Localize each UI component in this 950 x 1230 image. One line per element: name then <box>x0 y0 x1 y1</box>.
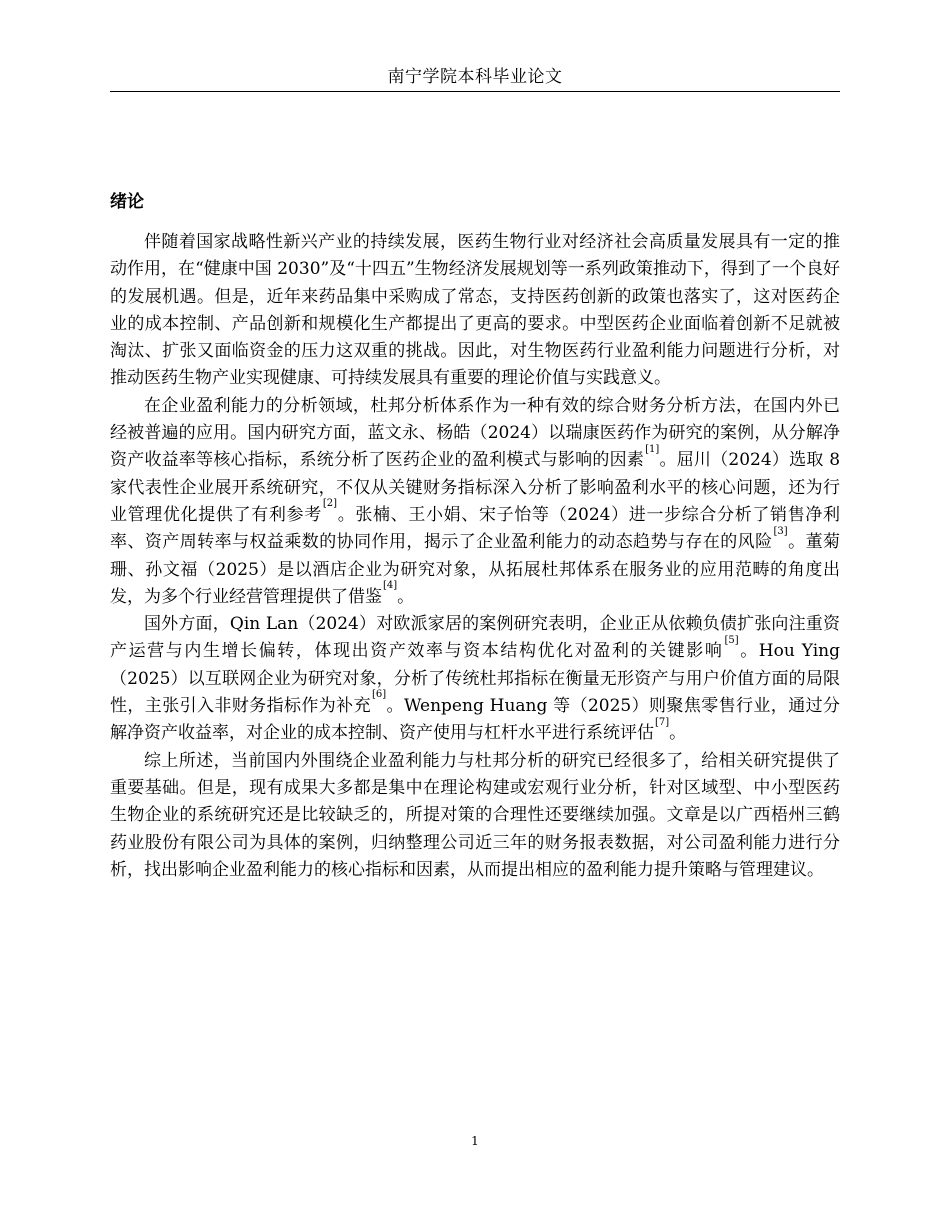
paragraph-text: 在企业盈利能力的分析领域，杜邦分析体系作为一种有效的综合财务分析方法，在国内外已经被普遍的应用。国内研究方面，蓝文永、杨皓（2024）以瑞康医药作为研究的案例，从分解净资产收益率等核心指标，系统分析了医药企业的盈利模式与影响的因素 <box>110 395 840 471</box>
paragraph-text: 。 <box>397 586 415 607</box>
paragraph-text: 。张楠、王小娟、宋子怡等（2024）进一步综合分析了销售净利率、资产周转率与权益乘数的协同作用，揭示了企业盈利能力的动态趋势与存在的风险 <box>110 504 841 553</box>
paragraph-text: 。Wenpeng Huang 等（2025）则聚焦零售行业，通过分解净资产收益率，对企业的成本控制、资产使用与杠杆水平进行系统评估 <box>110 696 841 744</box>
paragraph-3 <box>110 611 840 747</box>
paragraph-2 <box>110 393 840 611</box>
citation-2: [2] <box>322 498 338 510</box>
citation-6: [6] <box>371 689 387 701</box>
citation-3: [3] <box>773 525 788 537</box>
paragraph-text: 伴随着国家战略性新兴产业的持续发展，医药生物行业对经济社会高质量发展具有一定的推动作用，在“健康中国 2030”及“十四五”生物经济发展规划等一系列政策推动下，得到了一个良好的发展机遇。但是，近年来药品集中采购成了常态，支持医药创新的政策也落实了，这对医药企业的成本控制、产品创新和规模化生产都提出了更高的要求。中型医药企业面临着创新不足就被淘汰、扩张又面临资金的压力这双重的挑战。因此，对生物医药行业盈利能力问题进行分析，对推动医药生物产业实现健康、可持续发展具有重要的理论价值与实践意义。 <box>110 232 840 389</box>
paragraph-1 <box>110 229 840 393</box>
citation-1: [1] <box>645 443 660 455</box>
body-text <box>110 229 840 884</box>
paragraph-text: 国外方面，Qin Lan（2024）对欧派家居的案例研究表明，企业正从依赖负债扩张向注重资产运营与内生增长偏转，体现出资产效率与资本结构优化对盈利的关键影响 <box>110 614 840 662</box>
citation-7: [7] <box>655 716 670 728</box>
page-number: 1 <box>471 1134 479 1148</box>
paragraph-text: 。 <box>669 723 687 744</box>
paragraph-text: 。屈川（2024）选取 8 家代表性企业展开系统研究，不仅从关键财务指标深入分析了影响盈利水平的核心问题，还为行业管理优化提供了有利参考 <box>110 450 841 525</box>
citation-5: [5] <box>724 634 739 646</box>
header-rule <box>110 91 840 92</box>
running-header: 南宁学院本科毕业论文 <box>387 67 563 87</box>
paragraph-text: 。Hou Ying（2025）以互联网企业为研究对象，分析了传统杜邦指标在衡量无形资产与用户价值方面的局限性，主张引入非财务指标作为补充 <box>110 641 840 717</box>
section-title: 绪论 <box>110 192 144 212</box>
paragraph-text: 综上所述，当前国内外围绕企业盈利能力与杜邦分析的研究已经很多了，给相关研究提供了重要基础。但是，现有成果大多都是集中在理论构建或宏观行业分析，针对区域型、中小型医药生物企业的系统研究还是比较缺乏的，所提对策的合理性还要继续加强。文章是以广西梧州三鹤药业股份有限公司为具体的案例，归纳整理公司近三年的财务报表数据，对公司盈利能力进行分析，找出影响企业盈利能力的核心指标和因素，从而提出相应的盈利能力提升策略与管理建议。 <box>110 750 840 880</box>
paragraph-text: 。董菊珊、孙文福（2025）是以酒店企业为研究对象，从拓展杜邦体系在服务业的应用范畴的角度出发，为多个行业经营管理提供了借鉴 <box>110 532 841 607</box>
paragraph-4 <box>110 748 840 884</box>
citation-4: [4] <box>383 580 398 592</box>
